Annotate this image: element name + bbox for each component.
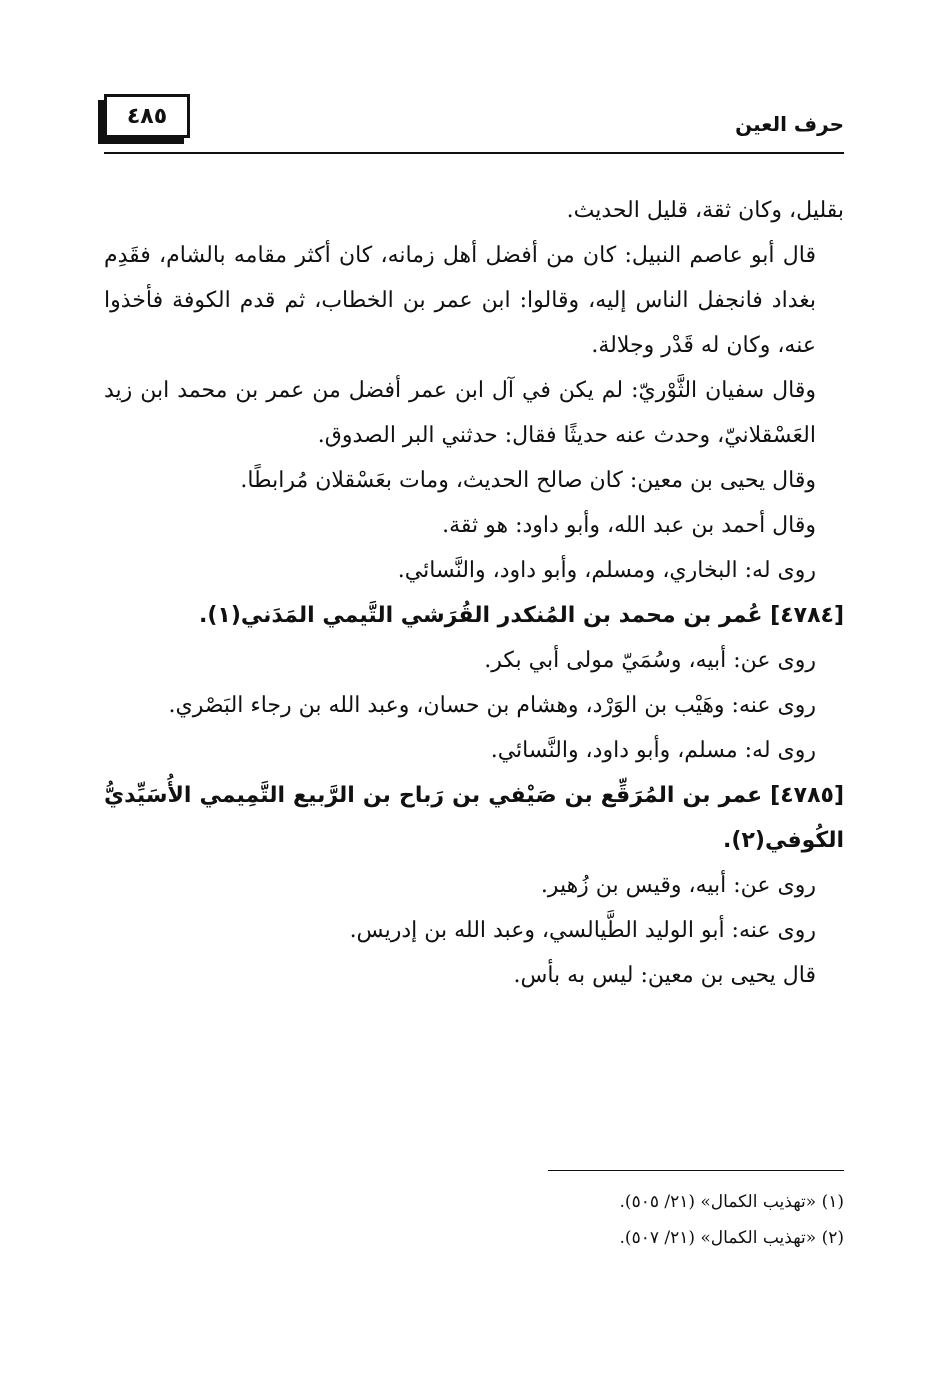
paragraph: روى له: البخاري، ومسلم، وأبو داود، والنَّسائي. bbox=[397, 558, 816, 583]
footnote-divider bbox=[548, 1170, 844, 1171]
page-body bbox=[104, 188, 844, 998]
paragraph: قال يحيى بن معين: ليس به بأس. bbox=[513, 963, 816, 988]
footnote-1: (١) «تهذيب الكمال» (٢١/ ٥٠٥). bbox=[619, 1192, 844, 1212]
paragraph: روى عن: أبيه، وقيس بن زُهير. bbox=[540, 873, 816, 898]
header-divider bbox=[104, 152, 844, 154]
page-number bbox=[104, 94, 190, 138]
paragraph: روى له: مسلم، وأبو داود، والنَّسائي. bbox=[490, 738, 816, 763]
paragraph: قال أبو عاصم النبيل: كان من أفضل أهل زمانه، كان أكثر مقامه بالشام، فقَدِم بغداد فانجفل الناس إليه، وقالوا: ابن عمر بن الخطاب، ثم قدم الكوفة فأخذوا عنه، وكان له قَدْر وجلالة. bbox=[104, 243, 816, 358]
page-number-text: ٤٨٥ bbox=[126, 103, 168, 129]
paragraph: بقليل، وكان ثقة، قليل الحديث. bbox=[566, 198, 844, 223]
paragraph: وقال سفيان الثَّوْريّ: لم يكن في آل ابن عمر أفضل من عمر بن محمد ابن زيد العَسْقلانيّ، وحدث عنه حديثًا فقال: حدثني البر الصدوق. bbox=[104, 378, 816, 448]
paragraph: وقال أحمد بن عبد الله، وأبو داود: هو ثقة. bbox=[442, 513, 816, 538]
footnote-2: (٢) «تهذيب الكمال» (٢١/ ٥٠٧). bbox=[619, 1228, 844, 1248]
footnotes bbox=[104, 1184, 844, 1256]
paragraph: روى عنه: أبو الوليد الطَّيالسي، وعبد الله بن إدريس. bbox=[349, 918, 816, 943]
paragraph: وقال يحيى بن معين: كان صالح الحديث، ومات بعَسْقلان مُرابطًا. bbox=[240, 468, 816, 493]
paragraph: روى عنه: وهَيْب بن الوَرْد، وهشام بن حسان، وعبد الله بن رجاء البَصْري. bbox=[168, 693, 816, 718]
paragraph: روى عن: أبيه، وسُمَيّ مولى أبي بكر. bbox=[484, 648, 816, 673]
entry-heading-4785: [٤٧٨٥] عمر بن المُرَقِّع بن صَيْفي بن رَباح بن الرَّبيع التَّمِيمي الأُسَيِّديُّ الكُوفي(٢). bbox=[104, 783, 844, 853]
entry-heading-4784: [٤٧٨٤] عُمر بن محمد بن المُنكدر القُرَشي التَّيمي المَدَني(١). bbox=[199, 603, 844, 628]
running-title: حرف العين bbox=[735, 112, 844, 136]
